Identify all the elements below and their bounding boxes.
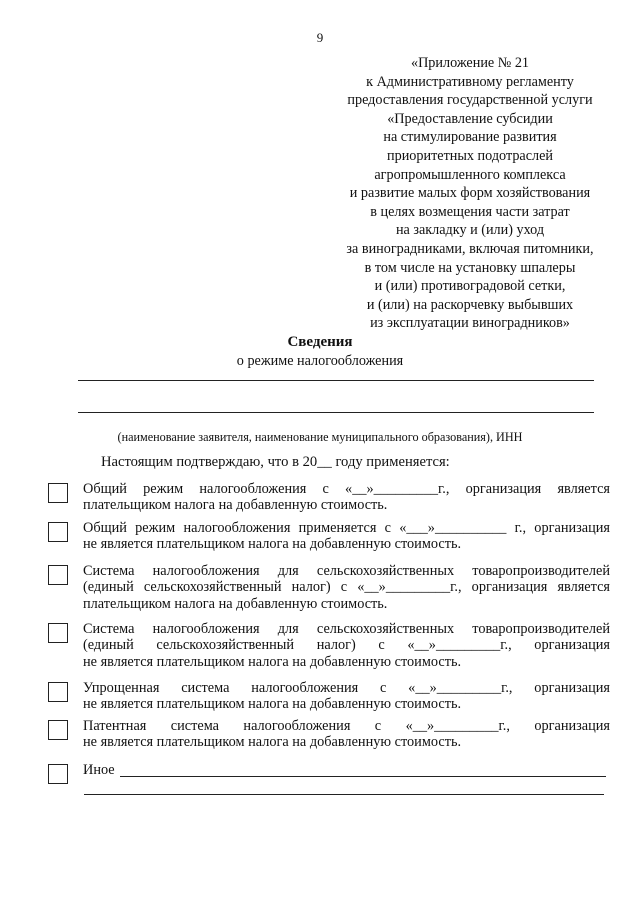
page-number: 9 [316, 30, 324, 45]
option-text: (единый сельскохозяйственный налог) с «__»_________г., организация является [83, 579, 610, 596]
checkbox-general-vat[interactable] [48, 483, 68, 503]
appendix-line: «Приложение № 21 [410, 55, 530, 71]
option-text: плательщиком налога на добавленную стоимость. [83, 497, 388, 514]
other-regime-input-line[interactable] [120, 776, 606, 777]
option-text: (единый сельскохозяйственный налог) с «__»_________г., организация [83, 637, 610, 654]
document-title: Сведения [287, 334, 353, 350]
appendix-line: в целях возмещения части затрат [370, 203, 570, 220]
checkbox-simplified[interactable] [48, 682, 68, 702]
appendix-line: «Предоставление субсидии [387, 110, 553, 127]
checkbox-other[interactable] [48, 764, 68, 784]
checkbox-esn-no-vat[interactable] [48, 623, 68, 643]
tax-option-patent [48, 718, 610, 751]
option-text: не является плательщиком налога на добавленную стоимость. [83, 734, 462, 751]
option-text: Общий режим налогообложения с «__»_________г., организация является [83, 481, 610, 497]
appendix-header [330, 54, 610, 333]
applicant-caption: (наименование заявителя, наименование муниципального образования), ИНН [117, 430, 523, 444]
tax-option-esn-vat [48, 563, 610, 612]
appendix-line: приоритетных подотраслей [387, 147, 553, 164]
checkbox-general-no-vat[interactable] [48, 522, 68, 542]
appendix-line: и (или) на раскорчевку выбывших [366, 296, 574, 313]
option-text: Общий режим налогообложения применяется с «___»__________ г., организация [83, 520, 610, 536]
appendix-line: на закладку и (или) уход [395, 222, 545, 239]
option-text: Система налогообложения для сельскохозяйственных товаропроизводителей [83, 563, 610, 579]
appendix-line: за виноградниками, включая питомники, [346, 240, 594, 257]
appendix-line: к Административному регламенту [366, 73, 574, 90]
appendix-line: предоставления государственной услуги [347, 92, 593, 109]
document-subtitle: о режиме налогообложения [236, 353, 404, 369]
intro-statement: Настоящим подтверждаю, что в 20__ году применяется: [101, 454, 450, 470]
appendix-line: и развитие малых форм хозяйствования [349, 185, 591, 202]
appendix-line: на стимулирование развития [383, 129, 557, 146]
option-text: не является плательщиком налога на добавленную стоимость. [83, 653, 462, 670]
option-text: плательщиком налога на добавленную стоимость. [83, 595, 388, 612]
other-regime-input-line-2[interactable] [84, 794, 604, 795]
option-text: Система налогообложения для сельскохозяйственных товаропроизводителей [83, 621, 610, 637]
appendix-line: из эксплуатации виноградников» [370, 315, 570, 332]
appendix-line: в том числе на установку шпалеры [364, 259, 576, 276]
option-text: Упрощенная система налогообложения с «__»_________г., организация [83, 680, 610, 696]
option-text: не является плательщиком налога на добавленную стоимость. [83, 696, 462, 713]
option-other-label: Иное [83, 762, 115, 778]
option-text: Патентная система налогообложения с «__»_________г., организация [83, 718, 610, 734]
tax-option-general-vat [48, 481, 610, 514]
tax-option-general-no-vat [48, 520, 610, 553]
tax-option-simplified [48, 680, 610, 713]
tax-option-esn-no-vat [48, 621, 610, 670]
applicant-name-line-2[interactable] [78, 412, 594, 413]
option-text: не является плательщиком налога на добавленную стоимость. [83, 536, 462, 553]
checkbox-patent[interactable] [48, 720, 68, 740]
appendix-line: агропромышленного комплекса [374, 166, 566, 183]
applicant-name-line-1[interactable] [78, 380, 594, 381]
checkbox-esn-vat[interactable] [48, 565, 68, 585]
appendix-line: и (или) противоградовой сетки, [374, 278, 566, 295]
